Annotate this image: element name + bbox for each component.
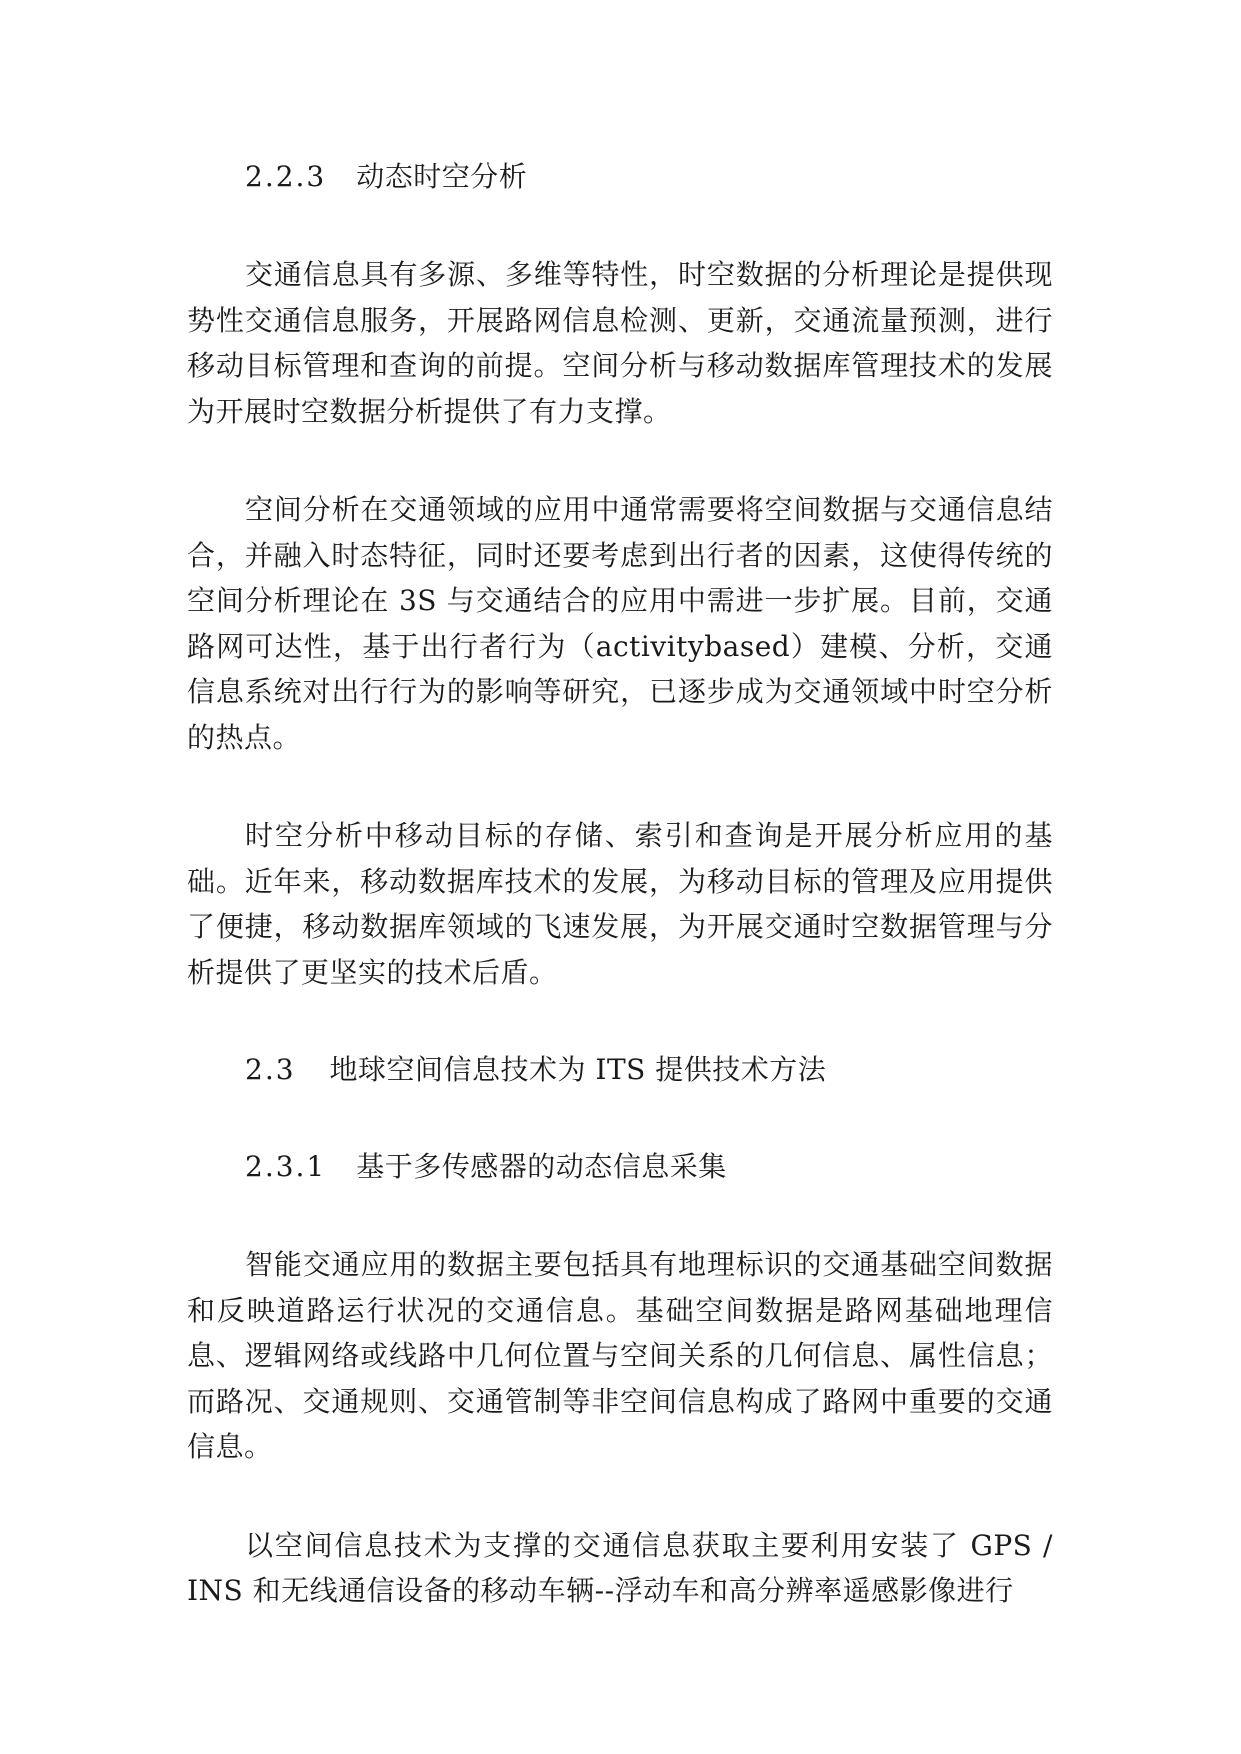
section-number: 2.2.3 — [245, 160, 327, 193]
paragraph-spatiotemporal-data: 交通信息具有多源、多维等特性，时空数据的分析理论是提供现势性交通信息服务，开展路网信息检测、更新，交通流量预测，进行移动目标管理和查询的前提。空间分析与移动数据库管理技术的发展为开展时空数据分析提供了有力支撑。 — [187, 258, 1053, 428]
document-body — [187, 155, 1053, 1614]
section-number: 2.3.1 — [245, 1150, 327, 1183]
paragraph-information-acquisition: 以空间信息技术为支撑的交通信息获取主要利用安装了 GPS / INS 和无线通信设备的移动车辆--浮动车和高分辨率遥感影像进行 — [187, 1528, 1053, 1607]
section-heading-2-2-3 — [187, 155, 1053, 199]
paragraph-moving-objects: 时空分析中移动目标的存储、索引和查询是开展分析应用的基础。近年来，移动数据库技术的发展，为移动目标的管理及应用提供了便捷，移动数据库领域的飞速发展，为开展交通时空数据管理与分析提供了更坚实的技术后盾。 — [187, 819, 1053, 989]
section-title: 动态时空分析 — [356, 160, 528, 193]
paragraph-traffic-data: 智能交通应用的数据主要包括具有地理标识的交通基础空间数据和反映道路运行状况的交通信息。基础空间数据是路网基础地理信息、逻辑网络或线路中几何位置与空间关系的几何信息、属性信息；而路况、交通规则、交通管制等非空间信息构成了路网中重要的交通信息。 — [187, 1248, 1053, 1463]
section-title: 基于多传感器的动态信息采集 — [356, 1150, 727, 1183]
section-heading-2-3-1 — [187, 1145, 1053, 1189]
section-number: 2.3 — [245, 1053, 296, 1086]
section-title: 地球空间信息技术为 ITS 提供技术方法 — [329, 1053, 827, 1086]
paragraph-spatial-analysis: 空间分析在交通领域的应用中通常需要将空间数据与交通信息结合，并融入时态特征，同时还要考虑到出行者的因素，这使得传统的空间分析理论在 3S 与交通结合的应用中需进一步扩展。目前，交通路网可达性，基于出行者行为（activitybased）建模、分析，交通信息系统对出行行为的影响等研究，已逐步成为交通领域中时空分析的热点。 — [187, 493, 1053, 754]
section-heading-2-3 — [187, 1048, 1053, 1092]
